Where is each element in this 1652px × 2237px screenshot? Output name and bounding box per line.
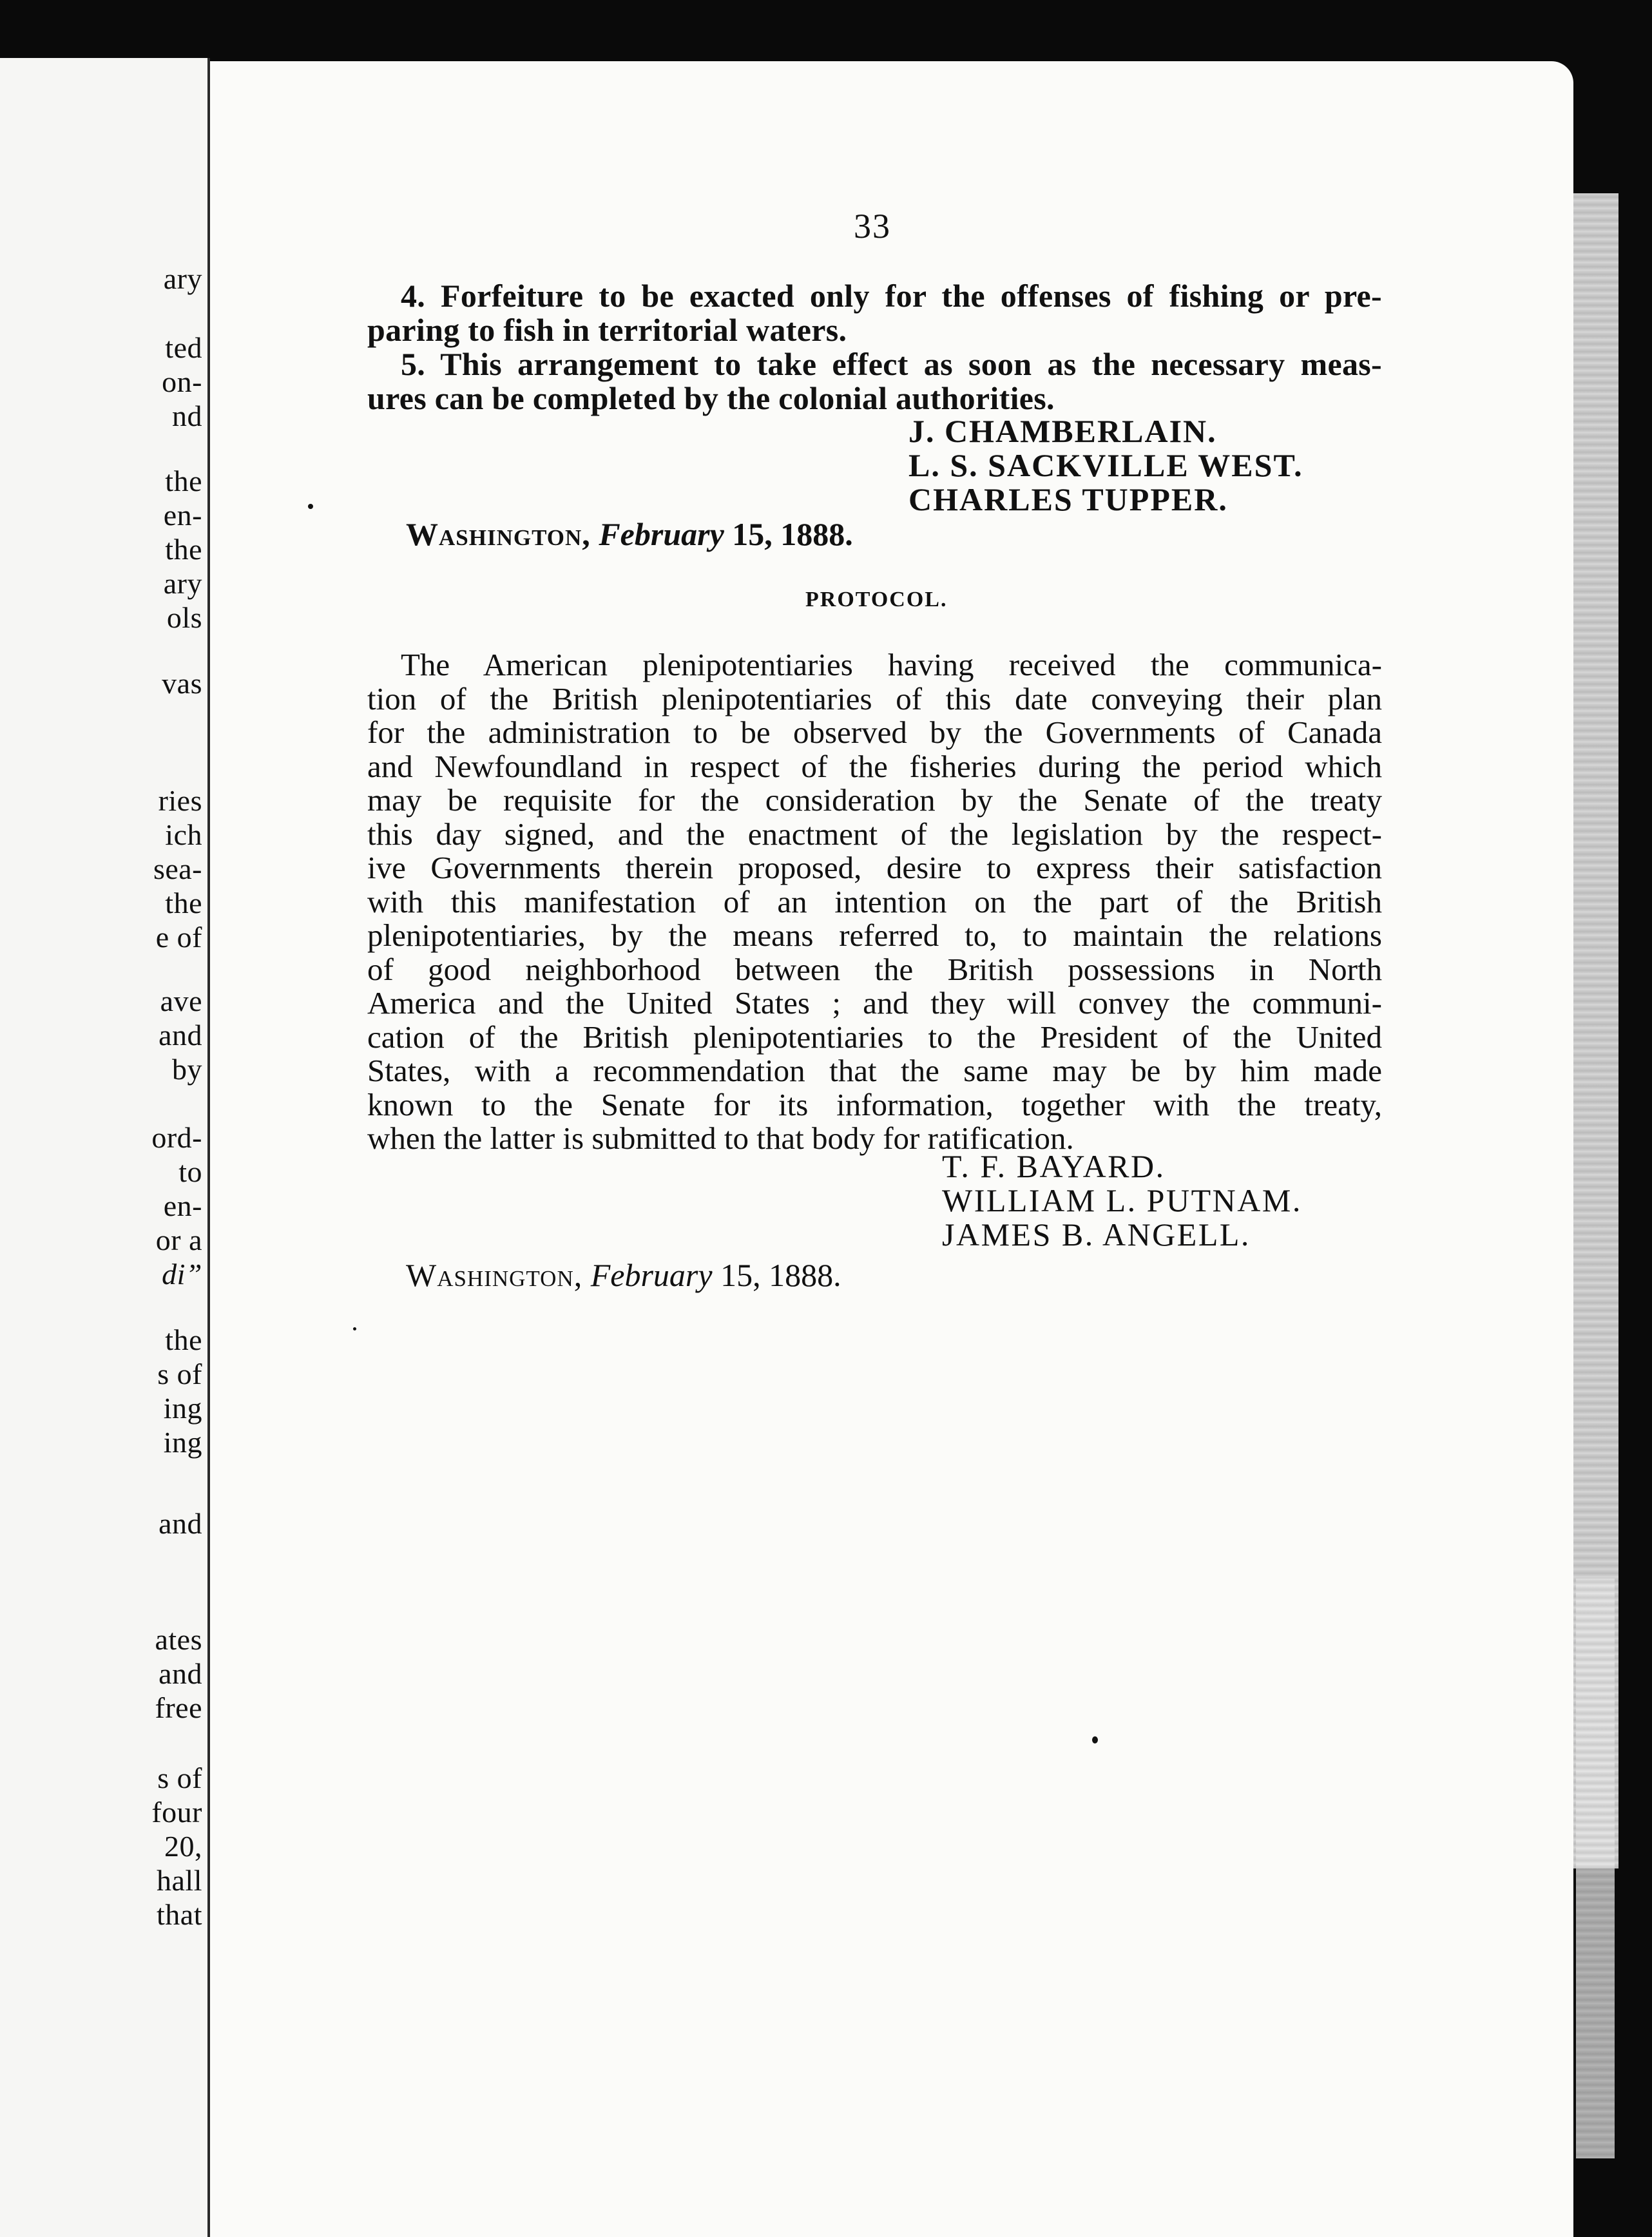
dateline xyxy=(406,1256,841,1294)
left-page-fragment: vas xyxy=(162,667,202,700)
left-page-fragment: 20, xyxy=(164,1830,202,1863)
left-page-fragment: s of xyxy=(157,1358,202,1390)
protocol-line: known to the Senate for its information, together with the treaty, xyxy=(367,1086,1382,1122)
left-page-fragment: ary xyxy=(163,262,202,295)
protocol-line: America and the United States ; and they will convey the communi- xyxy=(367,985,1382,1021)
left-page-fragment: ord- xyxy=(151,1121,202,1154)
dateline xyxy=(406,515,853,553)
left-page-fragment: ted xyxy=(165,331,202,364)
protocol-line: ive Governments therein proposed, desire to express their satisfaction xyxy=(367,850,1382,885)
left-page-fragment: ing xyxy=(163,1392,202,1425)
dateline-date: 15, 1888. xyxy=(732,516,853,552)
dateline-place: Washington, xyxy=(406,516,591,552)
left-page xyxy=(0,58,209,2237)
left-page-fragment: en- xyxy=(163,499,202,532)
ink-speck xyxy=(353,1327,356,1330)
left-page-fragment: hall xyxy=(157,1864,202,1897)
left-page-fragment: ing xyxy=(163,1426,202,1459)
protocol-line: cation of the British plenipotentiaries to the President of the United xyxy=(367,1019,1382,1055)
signatory: WILLIAM L. PUTNAM. xyxy=(942,1182,1302,1218)
item-5-line-2: ures can be completed by the colonial authorities. xyxy=(367,380,1055,416)
left-page-fragment: ates xyxy=(155,1623,202,1656)
signatory: CHARLES TUPPER. xyxy=(908,481,1228,517)
left-page-fragment: free xyxy=(155,1691,202,1724)
item-4-line-1: 4. Forfeiture to be exacted only for the offenses of fishing or pre- xyxy=(401,278,1382,314)
left-page-fragment: or a xyxy=(155,1224,202,1256)
page-edge-shadow xyxy=(1576,1579,1615,2158)
dateline-month: February xyxy=(590,1257,713,1293)
left-page-fragment: nd xyxy=(172,399,202,432)
signatory: T. F. BAYARD. xyxy=(942,1148,1166,1184)
protocol-line: States, with a recommendation that the same may be by him made xyxy=(367,1053,1382,1088)
protocol-line: and Newfoundland in respect of the fisheries during the period which xyxy=(367,748,1382,784)
protocol-line: The American plenipotentiaries having received the communica- xyxy=(401,647,1382,682)
left-page-fragment: the xyxy=(165,533,202,566)
page-number: 33 xyxy=(854,207,891,245)
left-page-fragment: di” xyxy=(162,1258,202,1291)
left-page-fragment: and xyxy=(158,1019,202,1051)
signatory: JAMES B. ANGELL. xyxy=(942,1216,1251,1253)
protocol-heading: PROTOCOL. xyxy=(805,588,948,611)
left-page-fragment: the xyxy=(165,1323,202,1356)
left-page-fragment: ries xyxy=(158,784,202,817)
protocol-line: plenipotentiaries, by the means referred to, to maintain the relations xyxy=(367,917,1382,953)
left-page-fragment: that xyxy=(157,1898,202,1931)
left-page-fragment: ary xyxy=(163,567,202,600)
ink-speck xyxy=(308,504,313,509)
protocol-line: when the latter is submitted to that body for ratification. xyxy=(367,1120,1074,1156)
protocol-line: of good neighborhood between the British possessions in North xyxy=(367,951,1382,987)
left-page-fragment: e of xyxy=(155,921,202,954)
left-page-fragment: sea- xyxy=(153,852,202,885)
item-5-line-1: 5. This arrangement to take effect as soon as the necessary meas- xyxy=(401,346,1382,382)
protocol-line: with this manifestation of an intention on the part of the British xyxy=(367,883,1382,919)
left-page-fragment: en- xyxy=(163,1189,202,1222)
left-page-fragment: by xyxy=(172,1053,202,1086)
left-page-fragment: and xyxy=(158,1657,202,1690)
dateline-place: Washington, xyxy=(406,1257,583,1293)
dateline-month: February xyxy=(599,516,724,552)
left-page-fragment: ave xyxy=(160,984,202,1017)
signatory: J. CHAMBERLAIN. xyxy=(908,413,1217,449)
left-page-fragment: to xyxy=(178,1155,202,1188)
left-page-fragment: s of xyxy=(157,1762,202,1794)
signatory: L. S. SACKVILLE WEST. xyxy=(908,447,1303,483)
left-page-fragment: the xyxy=(165,887,202,919)
left-page-fragment: ols xyxy=(166,601,202,634)
dateline-date: 15, 1888. xyxy=(720,1257,841,1293)
protocol-line: this day signed, and the enactment of the legislation by the respect- xyxy=(367,816,1382,852)
ink-speck xyxy=(1092,1736,1098,1743)
left-page-fragment: and xyxy=(158,1507,202,1540)
protocol-line: tion of the British plenipotentiaries of this date conveying their plan xyxy=(367,680,1382,716)
protocol-line: for the administration to be observed by the Governments of Canada xyxy=(367,715,1382,750)
item-4-line-2: paring to fish in territorial waters. xyxy=(367,312,847,348)
protocol-line: may be requisite for the consideration by the Senate of the treaty xyxy=(367,782,1382,818)
left-page-fragment: ich xyxy=(165,818,202,851)
left-page-fragment: four xyxy=(151,1796,202,1829)
left-page-fragment: on- xyxy=(162,365,202,398)
left-page-fragment: the xyxy=(165,465,202,497)
